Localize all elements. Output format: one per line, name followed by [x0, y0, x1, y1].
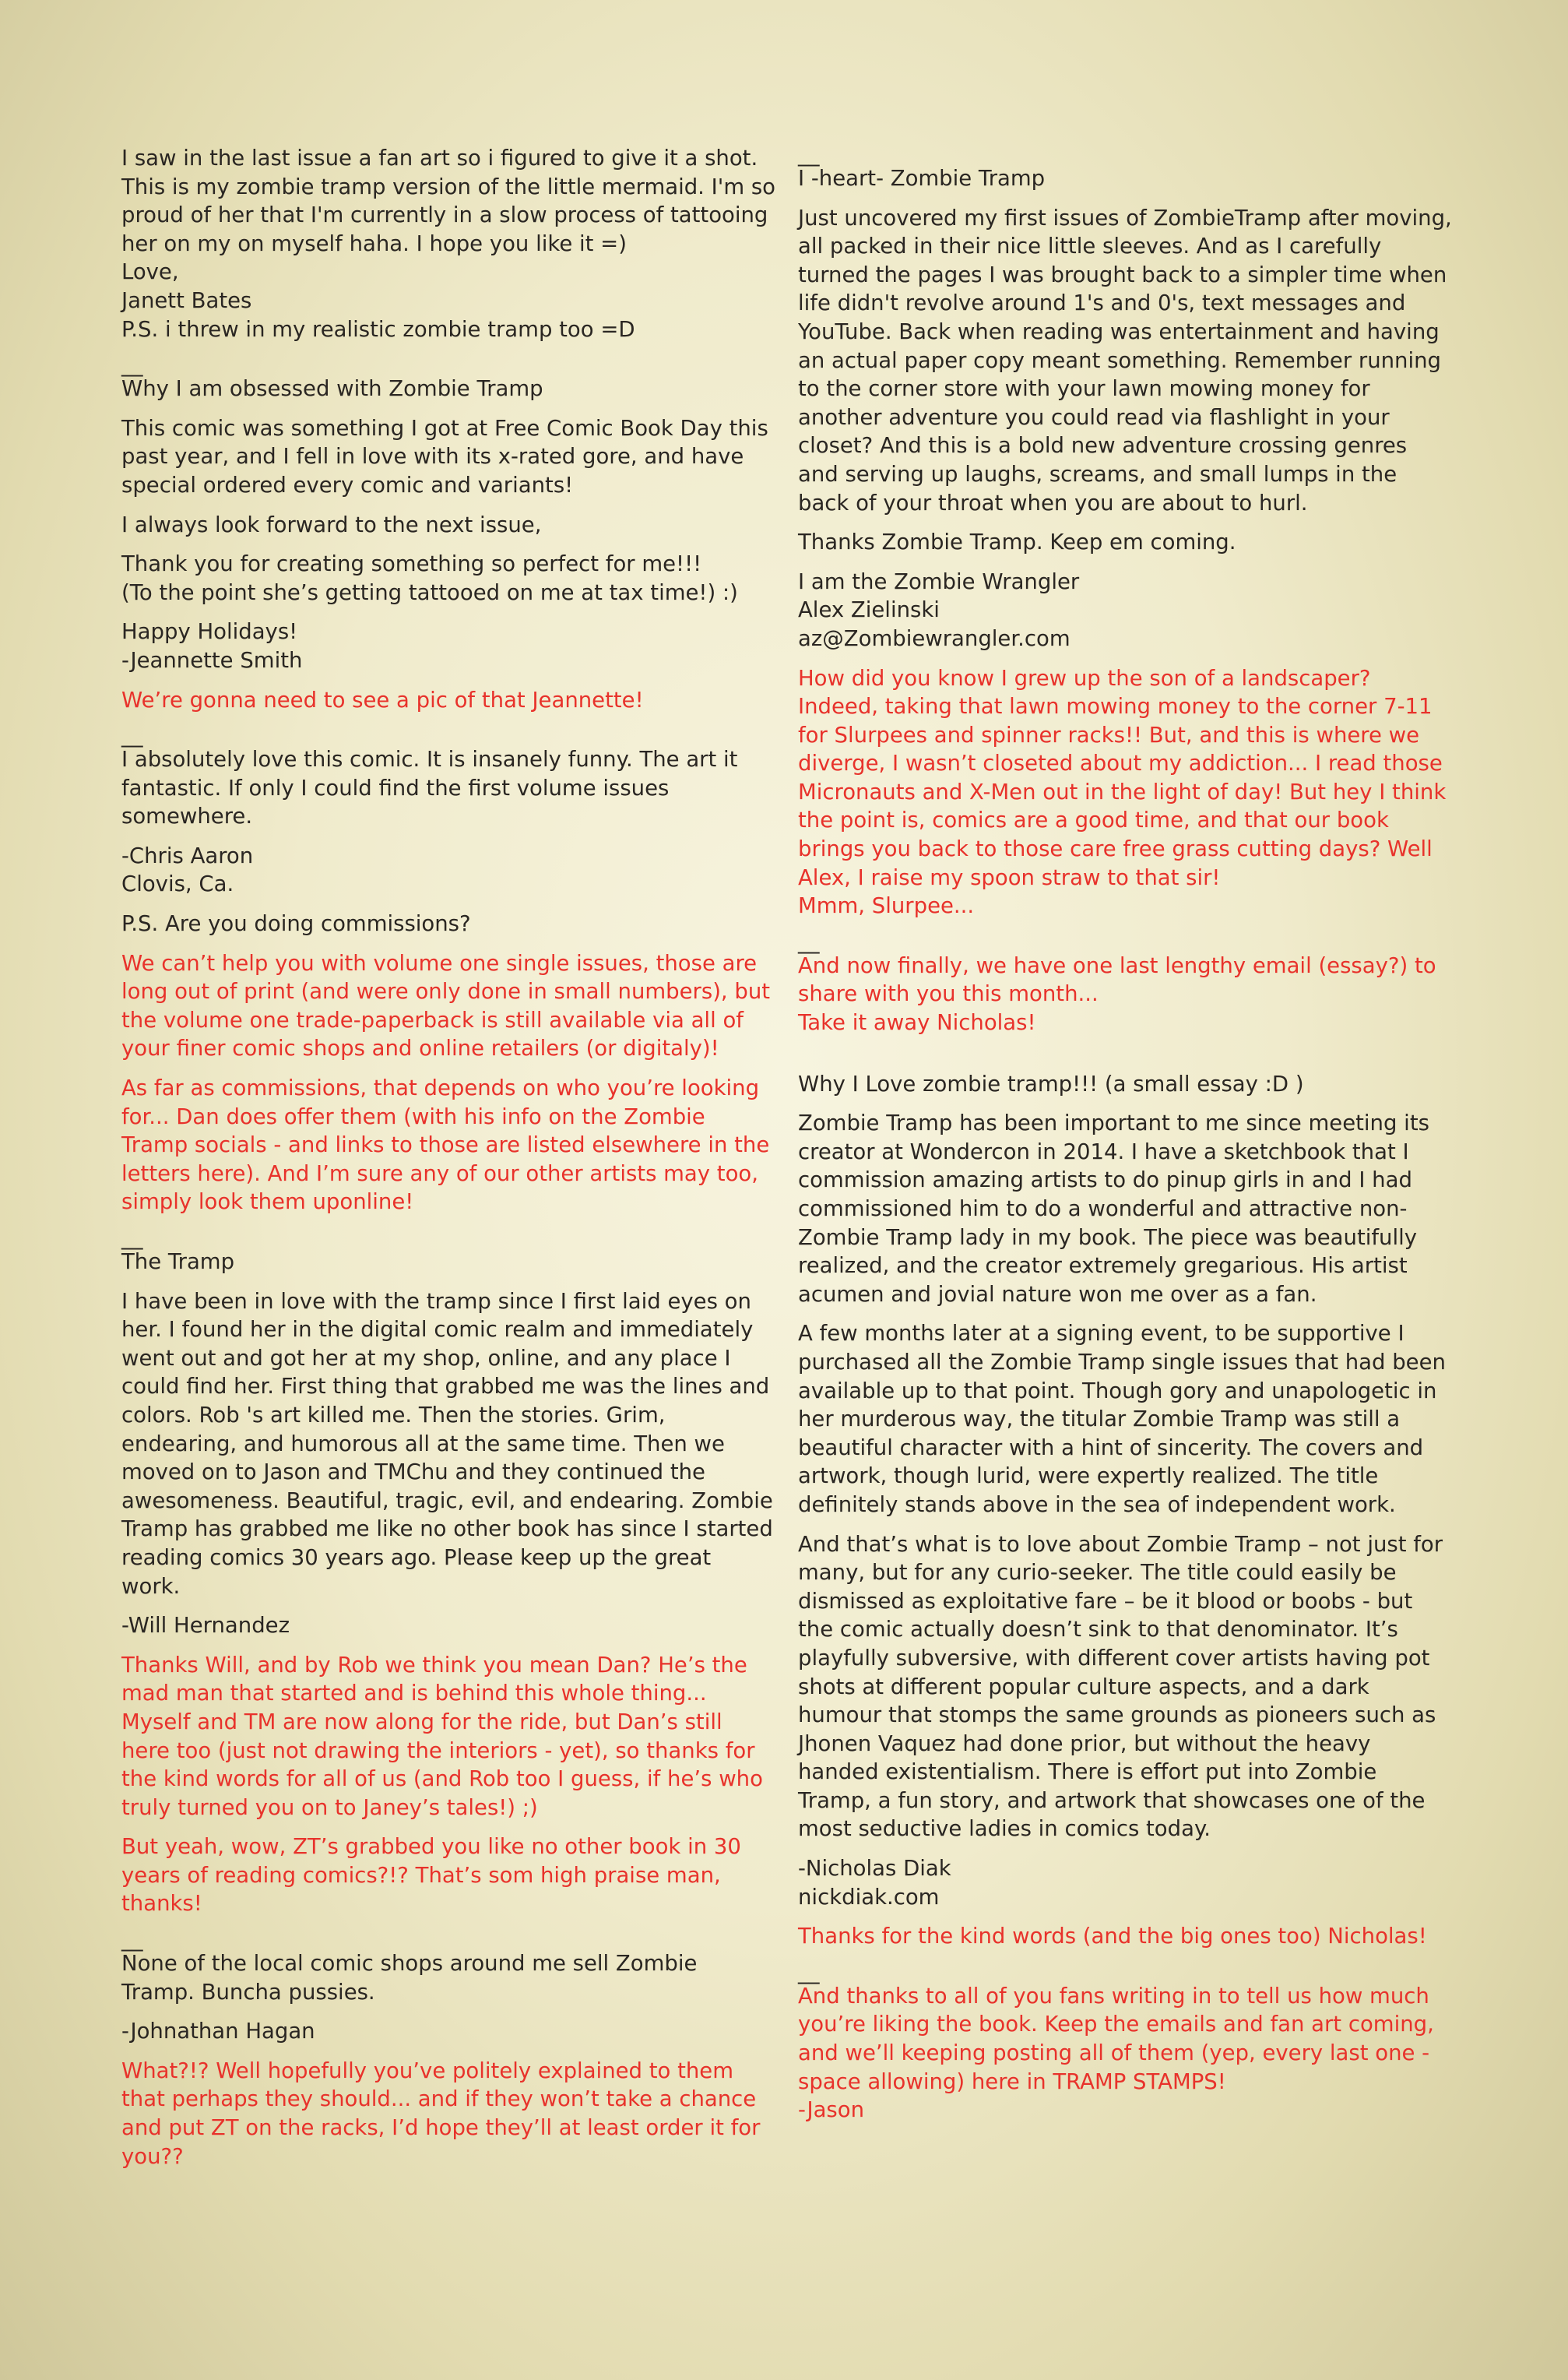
- letter-paragraph: -Will Hernandez: [121, 1613, 290, 1639]
- letter-paragraph: Happy Holidays! -Jeannette Smith: [121, 619, 303, 673]
- editor-reply: We can’t help you with volume one single issues, those are long out of print (and were only done in small numbers), but the volume one trade-paperback is still available via all of your finer comic shops and online retailers (or digitaly)!: [121, 950, 771, 1061]
- editor-reply: As far as commissions, that depends on who you’re looking for... Dan does offer them (with his info on the Zombie Tramp socials - and links to those are listed elsewhere in the letters here). And I’m sure any of our other artists may too, simply look them uponline!: [121, 1076, 770, 1215]
- letter-paragraph: Zombie Tramp has been important to me since meeting its creator at Wondercon in 2014. I have a sketchbook that I commission amazing artists to do pinup girls in and I had commissioned him to do a wonderful and attractive non-Zombie Tramp lady in my book. The piece was beautifully realized, and the creator extremely gregarious. His artist acumen and jovial nature won me over as a fan.: [798, 1111, 1429, 1307]
- letter-paragraph: Thank you for creating something so perfect for me!!! (To the point she’s getting tattooed on me at tax time!) :): [121, 551, 738, 605]
- letter-separator: __: [798, 928, 820, 954]
- letter-separator: __: [121, 1225, 143, 1250]
- letter-paragraph: -Chris Aaron Clovis, Ca.: [121, 843, 254, 897]
- letter-paragraph: Thanks Zombie Tramp. Keep em coming.: [798, 530, 1236, 555]
- letter-paragraph: And that’s what is to love about Zombie Tramp – not just for many, but for any curio-seeker. The title could easily be dismissed as exploitative fare – be it blood or boobs - but the comic actually doesn’t sink to that denominator. It’s playfully subversive, with different cover artists having pot shots at different popular culture aspects, and a dark humour that stomps the same grounds as pioneers such as Jhonen Vaquez had done prior, but without the heavy handed existentialism. There is effort put into Zombie Tramp, a fun story, and artwork that showcases one of the most seductive ladies in comics today.: [798, 1531, 1443, 1842]
- letter-paragraph: I absolutely love this comic. It is insanely funny. The art it fantastic. If only I could find the first volume issues somewhere.: [121, 747, 738, 829]
- letter-paragraph: I am the Zombie Wrangler Alex Zielinski az@Zombiewrangler.com: [798, 569, 1080, 651]
- letter-paragraph: P.S. Are you doing commissions?: [121, 911, 471, 937]
- letter-separator: __: [798, 142, 820, 167]
- letter-paragraph: This comic was something I got at Free Comic Book Day this past year, and I fell in love with its x-rated gore, and have special ordered every comic and variants!: [121, 415, 768, 498]
- editor-reply: Thanks Will, and by Rob we think you mean Dan? He’s the mad man that started and is behind this whole thing... Myself and TM are now along for the ride, but Dan’s still here too (just not drawing the interiors - yet), so thanks for the kind words for all of us (and Rob too I guess, if he’s who truly turned you on to Janey’s tales!) ;): [121, 1652, 763, 1820]
- editor-reply: How did you know I grew up the son of a landscaper? Indeed, taking that lawn mowing money to the corner 7-11 for Slurpees and spinner racks!! But, and this is where we diverge, I wasn’t closeted about my addiction... I read those Micronauts and X-Men out in the light of day! But hey I think the point is, comics are a good time, and that our book brings you back to those care free grass cutting days? Well Alex, I raise my spoon straw to that sir! Mmm, Slurpee...: [798, 665, 1447, 919]
- editor-reply: And thanks to all of you fans writing in to tell us how much you’re liking the book. Keep the emails and fan art coming, and we’ll keeping posting all of them (yep, every last one - space allowing) here in TRAMP STAMPS! -Jason: [798, 1983, 1434, 2123]
- letter-paragraph: None of the local comic shops around me sell Zombie Tramp. Buncha pussies.: [121, 1951, 698, 2005]
- letter-paragraph: Why I am obsessed with Zombie Tramp: [121, 376, 543, 402]
- letter-paragraph: -Johnathan Hagan: [121, 2019, 315, 2044]
- letter-separator: __: [121, 723, 143, 748]
- letter-paragraph: Why I Love zombie tramp!!! (a small essay :D ): [798, 1071, 1304, 1097]
- letter-separator: __: [121, 1927, 143, 1952]
- letter-paragraph: -Nicholas Diak nickdiak.com: [798, 1856, 951, 1910]
- spacer: [798, 1048, 1452, 1059]
- letter-separator: __: [121, 352, 143, 378]
- letter-paragraph: I always look forward to the next issue,: [121, 512, 542, 537]
- letters-column-left: [121, 144, 775, 2181]
- editor-reply: But yeah, wow, ZT’s grabbed you like no other book in 30 years of reading comics?!? That’s som high praise man, thanks!: [121, 1834, 741, 1917]
- editor-reply: And now finally, we have one last lengthy email (essay?) to share with you this month... Take it away Nicholas!: [798, 952, 1436, 1036]
- letter-paragraph: I have been in love with the tramp since I first laid eyes on her. I found her in the digital comic realm and immediately went out and got her at my shop, online, and any place I could find her. First thing that grabbed me was the lines and colors. Rob 's art killed me. Then the stories. Grim, endearing, and humorous all at the same time. Then we moved on to Jason and TMChu and they continued the awesomeness. Beautiful, tragic, evil, and endearing. Zombie Tramp has grabbed me like no other book has since I started reading comics 30 years ago. Please keep up the great work.: [121, 1288, 773, 1599]
- letters-column-right: [798, 144, 1452, 2135]
- letter-paragraph: Just uncovered my first issues of ZombieTramp after moving, all packed in their nice little sleeves. And as I carefully turned the pages I was brought back to a simpler time when life didn't revolve around 1's and 0's, text messages and YouTube. Back when reading was entertainment and having an actual paper copy meant something. Remember running to the corner store with your lawn mowing money for another adventure you could read via flashlight in your closet? And this is a bold new adventure crossing genres and serving up laughs, screams, and small lumps in the back of your throat when you are about to hurl.: [798, 205, 1452, 516]
- letter-paragraph: The Tramp: [121, 1249, 235, 1274]
- letter-paragraph: I -heart- Zombie Tramp: [798, 166, 1046, 191]
- letter-paragraph: I saw in the last issue a fan art so i figured to give it a shot. This is my zombie tramp version of the little mermaid. I'm so proud of her that I'm currently in a slow process of tattooing her on my on myself haha. I hope you like it =) Love, Janett Bates P.S. i threw in my realistic zombie tramp too =D: [121, 146, 776, 342]
- editor-reply: What?!? Well hopefully you’ve politely explained to them that perhaps they should... and if they won’t take a chance and put ZT on the racks, I’d hope they’ll at least order it for you??: [121, 2058, 761, 2169]
- letter-paragraph: A few months later at a signing event, to be supportive I purchased all the Zombie Tramp single issues that had been available up to that point. Though gory and unapologetic in her murderous way, the titular Zombie Tramp was still a beautiful character with a hint of sincerity. The covers and artwork, though lurid, were expertly realized. The title definitely stands above in the sea of independent work.: [798, 1321, 1446, 1517]
- letter-separator: __: [798, 1959, 820, 1984]
- editor-reply: We’re gonna need to see a pic of that Jeannette!: [121, 687, 644, 713]
- editor-reply: Thanks for the kind words (and the big ones too) Nicholas!: [798, 1924, 1427, 1949]
